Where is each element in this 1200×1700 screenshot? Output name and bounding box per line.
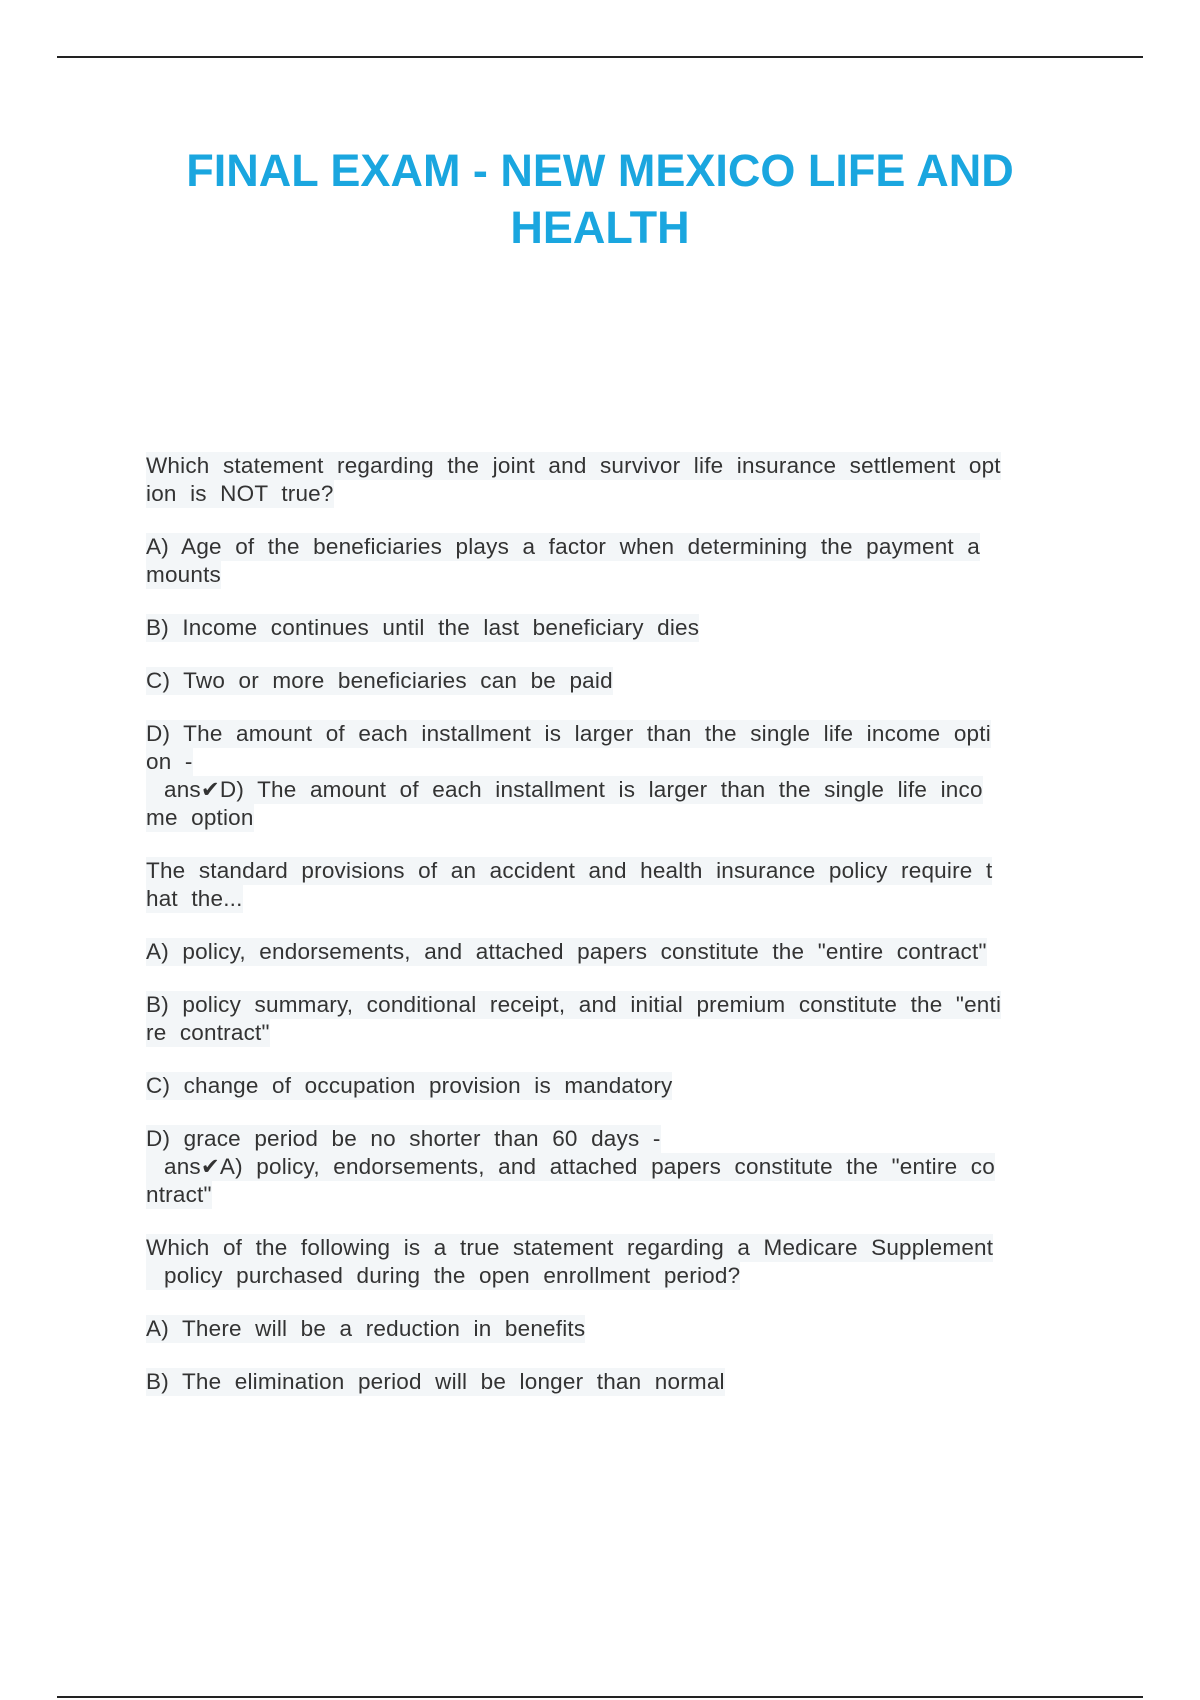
answer-line: ans✔D) The amount of each installment is larger than the single life inco	[146, 776, 983, 804]
q2-option-b	[146, 991, 1086, 1047]
document-body	[146, 452, 1086, 1421]
text-line: hat the...	[146, 886, 243, 911]
q3-option-b	[146, 1368, 1086, 1396]
text-line: B) Income continues until the last beneficiary dies	[146, 615, 700, 640]
text-line: me option	[146, 805, 254, 830]
text-line: D) grace period be no shorter than 60 days -	[146, 1126, 661, 1151]
text-line: A) There will be a reduction in benefits	[146, 1316, 586, 1341]
question-3	[146, 1234, 1086, 1290]
top-rule	[57, 56, 1143, 58]
q1-option-b	[146, 614, 1086, 642]
text-line: on -	[146, 749, 193, 774]
q1-option-d-and-answer	[146, 720, 1086, 832]
text-line: B) The elimination period will be longer than normal	[146, 1369, 725, 1394]
text-line: D) The amount of each installment is larger than the single life income opti	[146, 721, 991, 746]
q2-option-d-and-answer	[146, 1125, 1086, 1209]
text-line: C) Two or more beneficiaries can be paid	[146, 668, 613, 693]
q1-option-c	[146, 667, 1086, 695]
text-line: policy purchased during the open enrollment period?	[146, 1262, 740, 1290]
title-line-2: HEALTH	[510, 202, 690, 253]
title-line-1: FINAL EXAM - NEW MEXICO LIFE AND	[186, 145, 1014, 196]
text-line: mounts	[146, 562, 221, 587]
question-1	[146, 452, 1086, 508]
text-line: A) Age of the beneficiaries plays a factor when determining the payment a	[146, 534, 981, 559]
q3-option-a	[146, 1315, 1086, 1343]
text-line: The standard provisions of an accident and health insurance policy require t	[146, 858, 993, 883]
text-line: re contract"	[146, 1020, 270, 1045]
page-title	[100, 142, 1100, 256]
text-line: Which of the following is a true statement regarding a Medicare Supplement	[146, 1235, 994, 1260]
text-line: B) policy summary, conditional receipt, and initial premium constitute the "enti	[146, 992, 1002, 1017]
bottom-rule	[57, 1696, 1143, 1698]
text-line: Which statement regarding the joint and survivor life insurance settlement opt	[146, 453, 1001, 478]
q2-option-a	[146, 938, 1086, 966]
question-2	[146, 857, 1086, 913]
q1-option-a	[146, 533, 1086, 589]
text-line: ntract"	[146, 1182, 212, 1207]
q2-option-c	[146, 1072, 1086, 1100]
text-line: A) policy, endorsements, and attached papers constitute the "entire contract"	[146, 939, 987, 964]
answer-line: ans✔A) policy, endorsements, and attached papers constitute the "entire co	[146, 1153, 995, 1181]
text-line: C) change of occupation provision is mandatory	[146, 1073, 673, 1098]
text-line: ion is NOT true?	[146, 481, 334, 506]
